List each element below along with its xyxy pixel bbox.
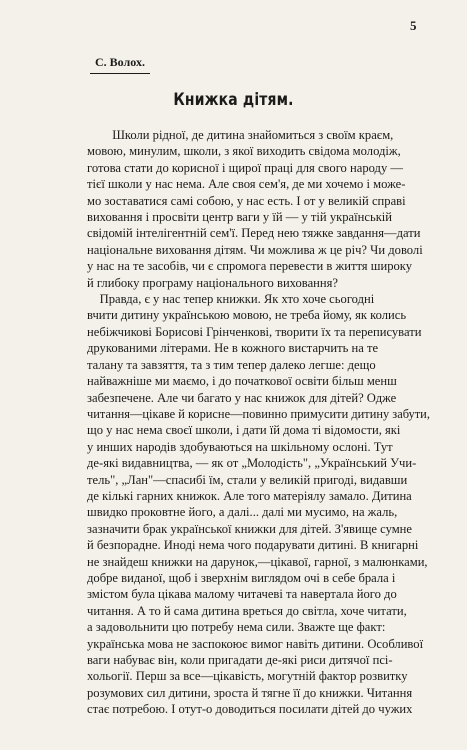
- text-line: тель", „Лан"—спасибі їм, стали у великій пригоді, видавши: [87, 472, 408, 487]
- text-line: Правда, є у нас тепер книжки. Як хто хоче сьогодні: [87, 292, 375, 307]
- text-line: читання—цікаве й корисне—повинно примусити дитину забути,: [87, 406, 430, 421]
- text-line: не знайдеш книжки на дарунок,—цікавої, гарної, з малюнками,: [87, 554, 428, 569]
- text-line: у инших народів здобуваються на шкільному ослоні. Тут: [87, 439, 393, 454]
- text-line: свідомій інтелігентній сем'ї. Перед нею тяжке завдання—дати: [87, 226, 421, 241]
- text-line: ваги набуває він, коли пригадати де-які риси дитячої псі-: [87, 653, 393, 667]
- text-line: друкованими літерами. Не в кожного вистарчить на те: [87, 341, 379, 356]
- text-line: українська мова не заспокоює вимог навіть дитини. Особливої: [87, 636, 424, 651]
- text-line: швидко проковтне його, а далі... далі ми мусимо, на жаль,: [87, 505, 398, 520]
- text-line: небіжчикові Борисові Грінченкові, творити їх та переписувати: [87, 324, 422, 339]
- text-line: розумових сил дитини, зроста й тягне її до книжки. Читання: [87, 685, 413, 700]
- article-body: [87, 127, 430, 718]
- text-line: національне виховання дітям. Чи можлива ж це річ? Чи доволі: [87, 242, 423, 257]
- text-line: й безпорадне. Иноді нема чого подарувати дитині. В книгарні: [87, 538, 419, 553]
- text-line: готова стати до корисної і щирої праці для свого народу —: [87, 160, 403, 175]
- author-name: С. Волох.: [90, 53, 150, 74]
- text-line: талану та завзяття, та з тим тепер далеко легше: дещо: [87, 357, 376, 372]
- text-line: мо зоставатися самі собою, у нас есть. І от у великій справі: [87, 193, 406, 208]
- text-line: вчити дитину українською мовою, не треба йому, як колись: [87, 308, 407, 323]
- text-line: мовою, минулим, школи, з якої виходить свідома молодіж,: [87, 144, 401, 159]
- text-line: де кількі гарних книжок. Але того матеріялу замало. Дитина: [87, 488, 412, 503]
- text-line: стає потребою. І отут-о доводиться посилати дітей до чужих: [87, 702, 413, 717]
- text-line: Школи рідної, де дитина знайомиться з своїм краєм,: [87, 128, 394, 142]
- text-line: забезпечене. Але чи багато у нас книжок для дітей? Одже: [87, 390, 397, 405]
- paragraph-1: [87, 127, 430, 291]
- text-line: зазначити брак української книжки для дітей. З'явище сумне: [87, 521, 413, 536]
- text-line: у нас на те засобів, чи є спромога перевести в життя широку: [87, 259, 413, 274]
- text-line: де-які видавництва, — як от „Молодість", „Український Учи-: [87, 456, 417, 471]
- paragraph-2: [87, 291, 430, 718]
- text-line: а задовольнити цю потребу нема сили. Зважте ще факт:: [87, 620, 386, 635]
- text-line: читання. А то й сама дитина вреться до світла, хоче читати,: [87, 603, 407, 618]
- text-line: виховання і просвіти центр ваги у їй — у тій українській: [87, 210, 393, 225]
- page-number: 5: [410, 18, 417, 33]
- text-line: найважніше ми маємо, і до початкової освіти більш менш: [87, 374, 397, 389]
- text-line: що у нас нема своєї школи, і дати їй дома ті відомости, які: [87, 423, 401, 438]
- text-line: й глибоку програму національного виховання?: [87, 275, 339, 290]
- text-line: тієї школи у нас нема. Але своя сем'я, де ми хочемо і може-: [87, 177, 406, 192]
- text-line: добре виданої, щоб і зверхнім виглядом очі в себе брала і: [87, 570, 396, 585]
- text-line: змістом була цікава малому читачеві та навертала його до: [87, 587, 397, 602]
- text-line: хольогії. Перш за все—цікавість, могутній фактор розвитку: [87, 669, 408, 684]
- article-title: Книжка дітям.: [173, 90, 294, 110]
